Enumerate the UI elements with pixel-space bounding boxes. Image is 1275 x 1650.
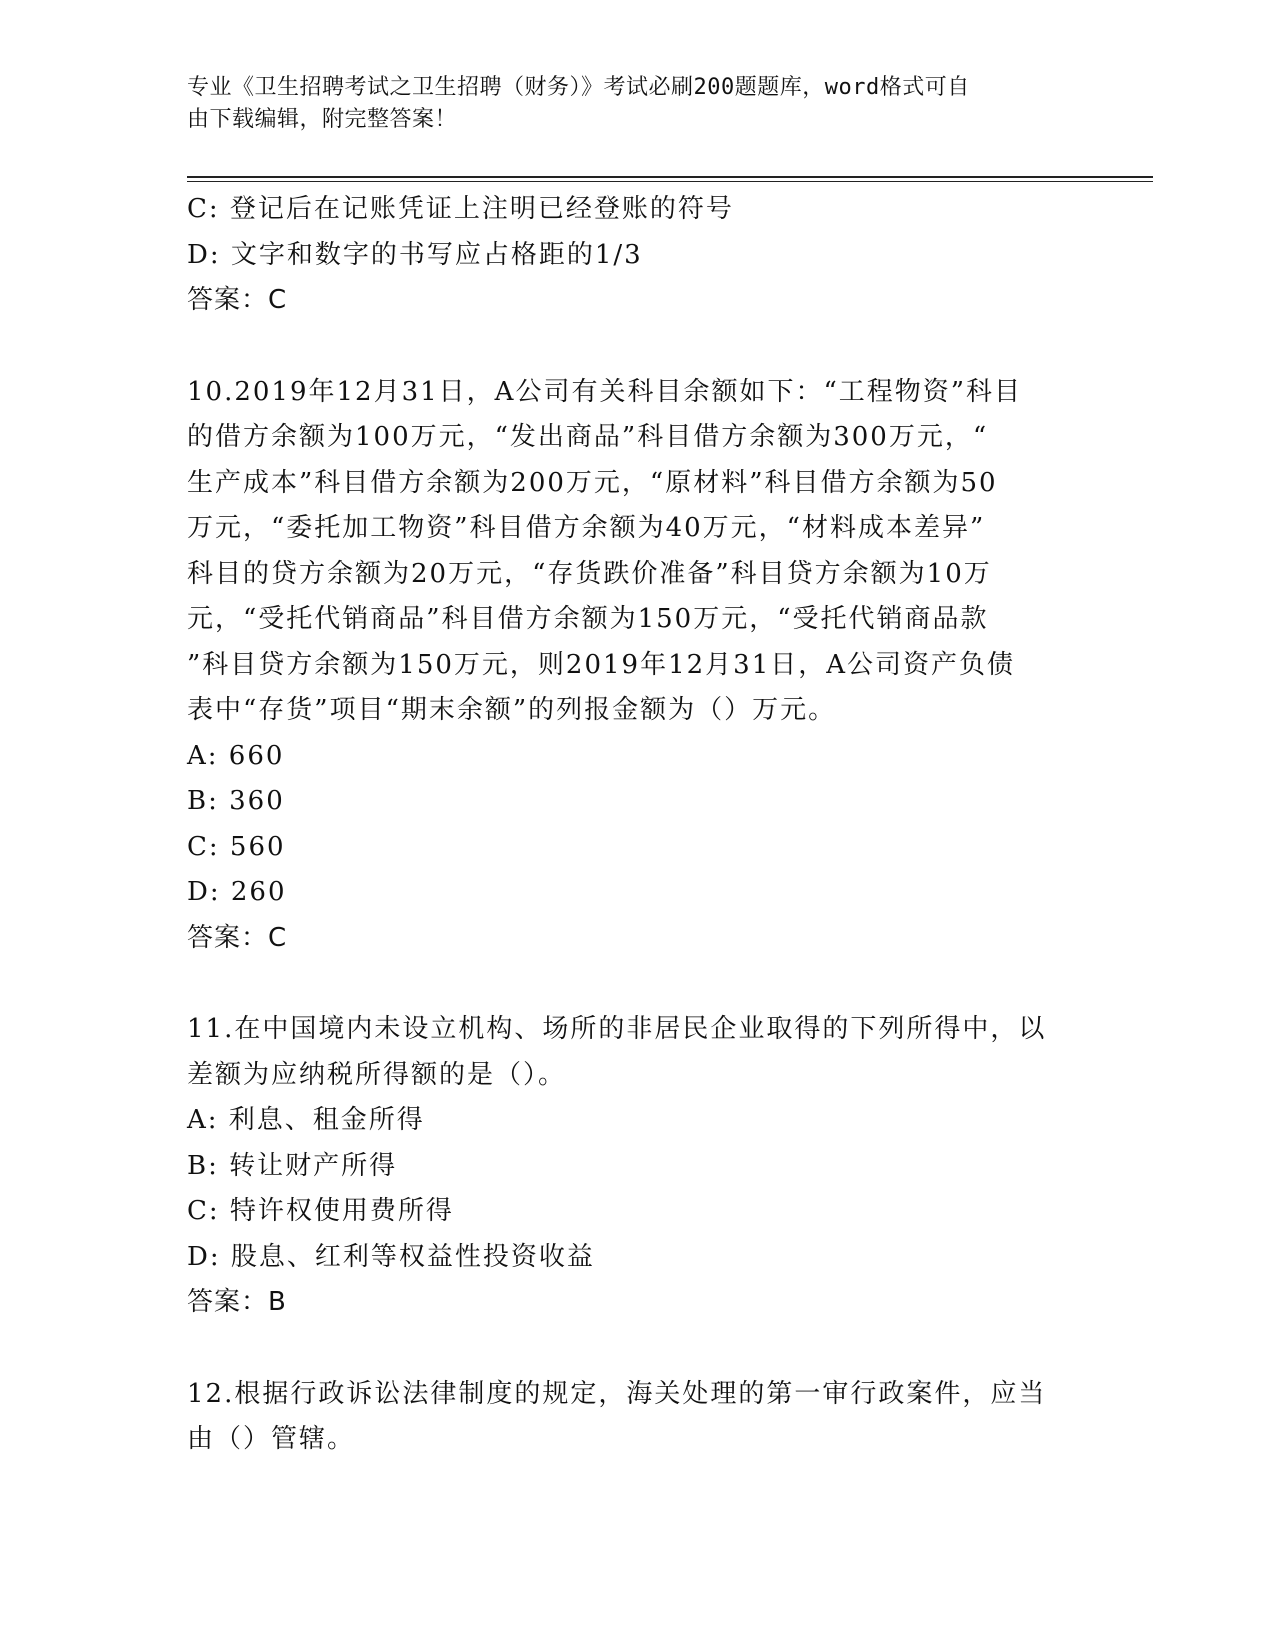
- question-11-option-b: B: 转让财产所得: [187, 1150, 398, 1181]
- question-11-option-d: D: 股息、红利等权益性投资收益: [187, 1241, 595, 1272]
- header-line-2: 由下载编辑，附完整答案！: [187, 107, 458, 132]
- question-content: [187, 187, 1067, 1463]
- question-10-line: 万元，“委托加工物资”科目借方余额为40万元，“材料成本差异”: [187, 513, 986, 543]
- question-10-line: 生产成本”科目借方余额为200万元，“原材料”科目借方余额为50: [187, 467, 998, 498]
- prev-option-d: D: 文字和数字的书写应占格距的1/3: [187, 239, 643, 270]
- question-12-line: 由（）管辖。: [187, 1424, 356, 1454]
- question-10-line: 的借方余额为100万元，“发出商品”科目借方余额为300万元，“: [187, 422, 989, 452]
- question-10-line: 10.2019年12月31日，A公司有关科目余额如下：“工程物资”科目: [187, 376, 1023, 407]
- question-10: [187, 370, 1067, 962]
- question-10-option-d: D: 260: [187, 877, 287, 907]
- question-11: [187, 1007, 1067, 1326]
- spacer: [187, 961, 1067, 1007]
- spacer: [187, 324, 1067, 370]
- prev-option-c: C: 登记后在记账凭证上注明已经登账的符号: [187, 194, 734, 224]
- question-11-answer: 答案：B: [187, 1287, 287, 1317]
- question-12-line: 12.根据行政诉讼法律制度的规定，海关处理的第一审行政案件，应当: [187, 1378, 1047, 1409]
- header-divider-thin: [187, 181, 1153, 182]
- question-10-answer: 答案：C: [187, 922, 288, 953]
- question-10-option-c: C: 560: [187, 831, 286, 862]
- question-10-line: 元，“受托代销商品”科目借方余额为150万元，“受托代销商品款: [187, 604, 989, 634]
- header-divider-thick: [187, 176, 1153, 178]
- question-11-option-a: A: 利息、租金所得: [187, 1105, 425, 1135]
- question-12: [187, 1372, 1067, 1463]
- question-11-line: 11.在中国境内未设立机构、场所的非居民企业取得的下列所得中，以: [187, 1014, 1047, 1044]
- question-10-option-a: A: 660: [187, 740, 285, 771]
- document-header: [187, 72, 1067, 136]
- header-line-1: 专业《卫生招聘考试之卫生招聘（财务）》考试必刷200题题库，word格式可自: [187, 75, 970, 100]
- question-10-line: 科目的贷方余额为20万元，“存货跌价准备”科目贷方余额为10万: [187, 558, 992, 589]
- prev-answer: 答案：C: [187, 285, 288, 315]
- question-11-line: 差额为应纳税所得额的是（）。: [187, 1059, 567, 1090]
- question-10-line: 表中“存货”项目“期末余额”的列报金额为（）万元。: [187, 695, 837, 725]
- question-11-option-c: C: 特许权使用费所得: [187, 1196, 454, 1226]
- spacer: [187, 1326, 1067, 1372]
- question-10-option-b: B: 360: [187, 786, 285, 816]
- question-10-line: ”科目贷方余额为150万元，则2019年12月31日，A公司资产负债: [187, 649, 1016, 680]
